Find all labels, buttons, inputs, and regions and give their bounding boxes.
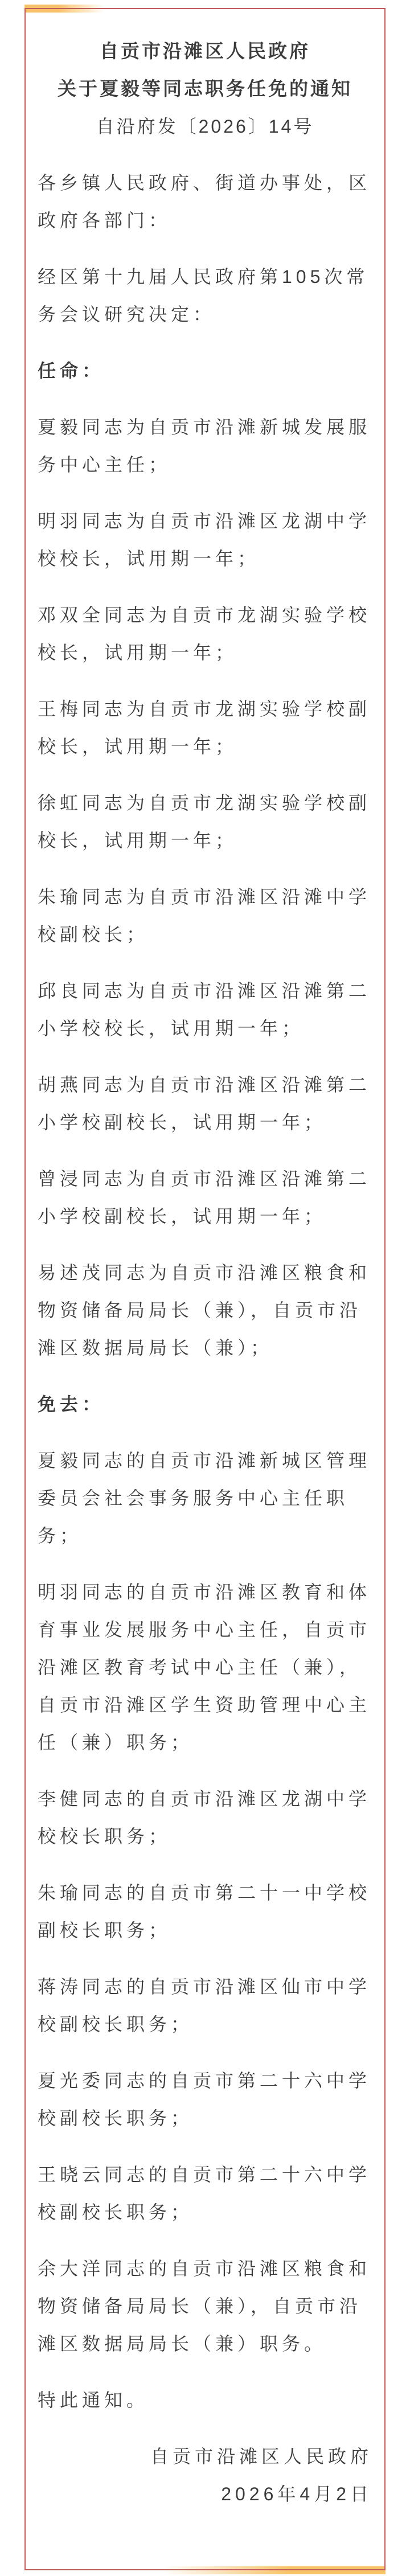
signature-date: 2026年4月2日 — [221, 2484, 372, 2504]
document-content — [26, 9, 384, 2513]
dismissal-item: 朱瑜同志的自贡市第二十一中学校副校长职务； — [38, 1882, 371, 1941]
appointment-item: 曾浸同志为自贡市沿滩区沿滩第二小学校副校长，试用期一年； — [38, 1168, 371, 1227]
document-title-line2: 关于夏毅等同志职务任免的通知 — [58, 78, 352, 99]
document-title-line1: 自贡市沿滩区人民政府 — [100, 40, 310, 61]
appointment-item: 夏毅同志为自贡市沿滩新城发展服务中心主任； — [38, 417, 371, 475]
dismissal-item: 李健同志的自贡市沿滩区龙湖中学校校长职务； — [38, 1789, 371, 1847]
document-number: 自沿府发〔2026〕14号 — [96, 116, 314, 137]
dismissals-list — [38, 1442, 372, 2362]
appointment-item: 邱良同志为自贡市沿滩区沿滩第二小学校校长，试用期一年； — [38, 981, 371, 1039]
appointment-item: 易述茂同志为自贡市沿滩区粮食和物资储备局局长（兼），自贡市沿滩区数据局局长（兼）； — [38, 1262, 371, 1358]
signature-issuer: 自贡市沿滩区人民政府 — [150, 2446, 372, 2467]
appointments-list — [38, 408, 372, 1367]
appointment-item: 明羽同志为自贡市沿滩区龙湖中学校校长，试用期一年； — [38, 511, 371, 569]
dismissals-heading: 免去： — [38, 1394, 105, 1414]
salutation: 各乡镇人民政府、街道办事处，区政府各部门： — [38, 173, 371, 231]
dismissal-item: 明羽同志的自贡市沿滩区教育和体育事业发展服务中心主任，自贡市沿滩区教育考试中心主任（兼），自贡市沿滩区学生资助管理中心主任（兼）职务； — [38, 1582, 371, 1753]
appointment-item: 邓双全同志为自贡市龙湖实验学校校长，试用期一年； — [38, 605, 371, 663]
dismissal-item: 夏光委同志的自贡市第二十六中学校副校长职务； — [38, 2070, 371, 2128]
appointment-item: 徐虹同志为自贡市龙湖实验学校副校长，试用期一年； — [38, 793, 371, 851]
dismissal-item: 余大洋同志的自贡市沿滩区粮食和物资储备局局长（兼），自贡市沿滩区数据局局长（兼）职务。 — [38, 2258, 371, 2354]
appointment-item: 王梅同志为自贡市龙湖实验学校副校长，试用期一年； — [38, 699, 371, 757]
dismissal-item: 王晓云同志的自贡市第二十六中学校副校长职务； — [38, 2164, 371, 2222]
appointment-item: 朱瑜同志为自贡市沿滩区沿滩中学校副校长； — [38, 887, 371, 945]
appointments-heading: 任命： — [38, 360, 105, 381]
closing-note: 特此通知。 — [38, 2390, 149, 2410]
dismissal-item: 夏毅同志的自贡市沿滩新城区管理委员会社会事务服务中心主任职务； — [38, 1450, 371, 1546]
appointment-item: 胡燕同志为自贡市沿滩区沿滩第二小学校副校长，试用期一年； — [38, 1074, 371, 1133]
preamble: 经区第十九届人民政府第105次常务会议研究决定： — [38, 266, 369, 325]
dismissal-item: 蒋涛同志的自贡市沿滩区仙市中学校副校长职务； — [38, 1976, 371, 2034]
